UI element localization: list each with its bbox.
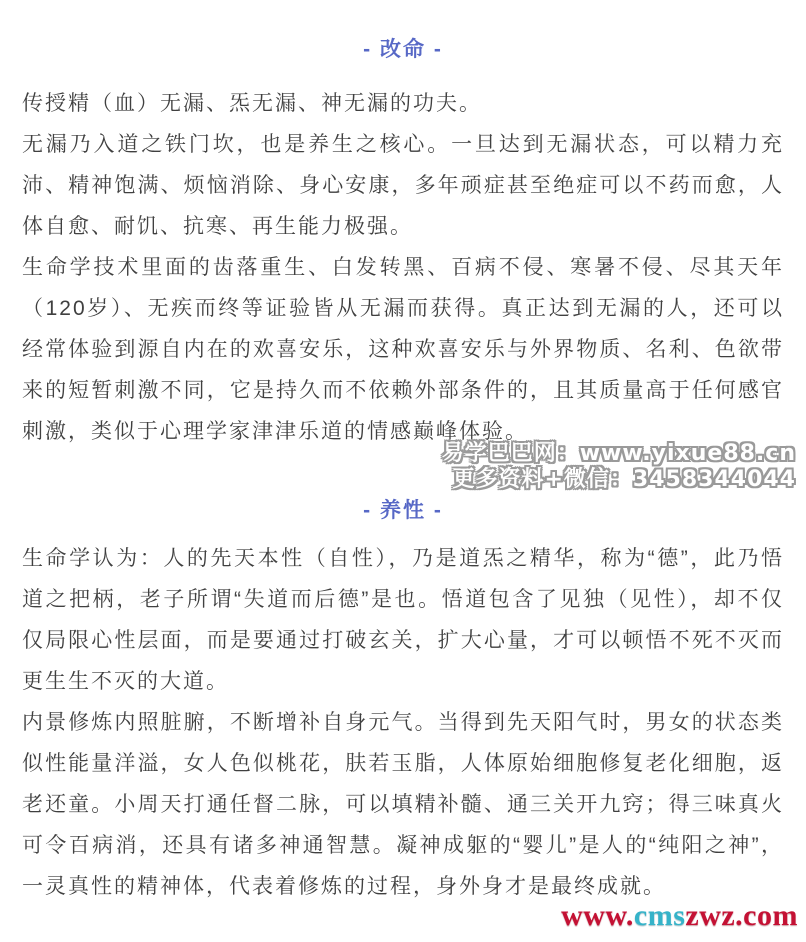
paragraph: 生命学认为：人的先天本性（自性），乃是道炁之精华，称为“德”，此乃悟道之把柄，老子所谓“失道而后德”是也。悟道包含了见独（见性），却不仅仅局限心性层面，而是要通过打破玄关，扩大心量，才可以顿悟不死不灭而更生生不灭的大道。 bbox=[22, 547, 784, 693]
watermark-wechat-line: 更多资料+微信：3458344044 bbox=[452, 467, 796, 492]
footer-url-cms: cms bbox=[633, 899, 686, 932]
paragraph: 生命学技术里面的齿落重生、白发转黑、百病不侵、寒暑不侵、尽其天年（120岁）、无疾而终等证验皆从无漏而获得。真正达到无漏的人，还可以经常体验到源自内在的欢喜安乐，这种欢喜安乐与外界物质、名利、色欲带来的短暂刺激不同，它是持久而不依赖外部条件的，且其质量高于任何感官刺激，类似于心理学家津津乐道的情感巅峰体验。 bbox=[22, 256, 784, 443]
footer-url-rest: zwz.com bbox=[685, 899, 798, 932]
paragraph: 内景修炼内照脏腑，不断增补自身元气。当得到先天阳气时，男女的状态类似性能量洋溢，女人色似桃花，肤若玉脂，人体原始细胞修复老化细胞，返老还童。小周天打通任督二脉，可以填精补髓、通三关开九窍；得三味真火可令百病消，还具有诸多神通智慧。凝神成躯的“婴儿”是人的“纯阳之神”，一灵真性的精神体，代表着修炼的过程，身外身才是最终成就。 bbox=[22, 711, 784, 898]
watermark bbox=[442, 441, 796, 493]
section-heading-yangxing: - 养性 - bbox=[363, 499, 443, 522]
footer-url-www: www. bbox=[561, 899, 634, 932]
paragraph: 无漏乃入道之铁门坎，也是养生之核心。一旦达到无漏状态，可以精力充沛、精神饱满、烦恼消除、身心安康，多年顽症甚至绝症可以不药而愈，人体自愈、耐饥、抗寒、再生能力极强。 bbox=[22, 133, 784, 238]
section-heading-gaiming: - 改命 - bbox=[363, 38, 443, 61]
footer-site-url bbox=[561, 899, 798, 933]
paragraph: 传授精（血）无漏、炁无漏、神无漏的功夫。 bbox=[22, 92, 482, 115]
watermark-site-line: 易学巴巴网：www.yixue88.cn bbox=[441, 441, 796, 466]
